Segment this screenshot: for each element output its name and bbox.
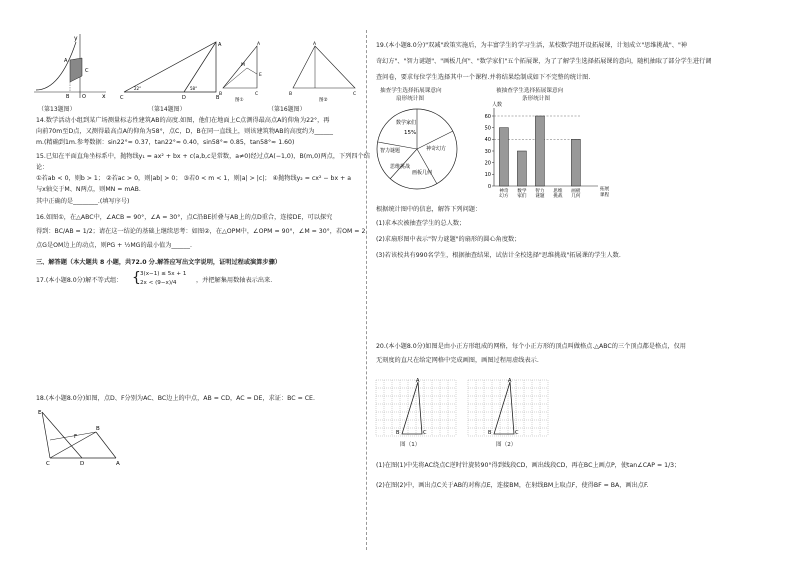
fig14-label-d: D (182, 95, 186, 101)
pie-label-thinking: 思维挑战 (390, 164, 411, 170)
grid1-label-a: A (416, 378, 420, 384)
bar-1 (517, 151, 526, 186)
fig16-caption: （第16题图） (268, 106, 306, 113)
fig18-label-c: C (46, 461, 50, 467)
pie-label-magic: 神奇幻方 (426, 146, 447, 152)
q16-line-2: 得到：BC/AB = 1/2；请在这一结论的基础上继续思考：如图②，在△OPM中，∠OPM = 90°，∠M = 30°，若OM = 2， (36, 228, 372, 235)
fig13-label-x: x (102, 93, 106, 100)
bar-2 (535, 116, 544, 186)
pie-chart (372, 104, 462, 194)
fig16a-label-b: B (219, 92, 223, 97)
fig16a-label-a: A (257, 42, 261, 47)
pie-label-puzzle: 智力谜题 (380, 148, 401, 154)
bar-y-label: 人数 (492, 102, 503, 108)
fig18-label-b: B (96, 426, 100, 432)
fig14-label-a: A (218, 42, 222, 48)
fig13-label-y: y (74, 35, 78, 42)
bar-category-label: 画板 (571, 189, 581, 194)
bar-x-label: 课程 (600, 193, 610, 198)
q17-inequality-2: 2x < (9−x)/4 (140, 280, 177, 286)
grid2-label-b: B (488, 430, 492, 436)
fig16a-label-c: C (255, 92, 259, 97)
bar-y-tick-label: 10 (484, 172, 491, 179)
bar-chart (478, 104, 608, 204)
bar-category-label: 神奇 (499, 189, 509, 194)
fig18-label-e: E (38, 410, 42, 416)
fig14-label-b: B (216, 95, 220, 101)
q15-line-1: 15.已知在平面直角坐标系中，抛物线y₁ = ax² + bx + c(a,b,c是常数，a≠0)经过点A(−1,0)，B(m,0)两点，下列四个结 (36, 153, 370, 160)
fig13-label-b: B (66, 94, 70, 100)
grid-figure-1 (374, 378, 456, 438)
fig16a-label-e: E (259, 73, 262, 78)
bar-title-2: 条形统计图 (522, 96, 550, 102)
bar-x-label: 拓展 (600, 187, 610, 192)
section-3-heading: 三、解答题（本大题共 8 小题，共72.0 分.解答应写出文字说明，证明过程或演算步骤） (36, 259, 281, 266)
bar-y-tick-label: 0 (487, 183, 491, 190)
q19-line-1: 19.(本小题8.0分)"双减"政策实施后，为丰富学生的学习生活，某校数学组开设拓展课，计划成立"思维挑战"、"神 (376, 42, 687, 49)
fig16a-caption: 图① (235, 98, 244, 103)
q16-line-1: 16.如图①，在△ABC中，∠ACB = 90°，∠A = 30°，点C沿BE折叠与AB上的点D重合，连接DE，可以探究 (36, 214, 333, 221)
q15-options-1: ①若ab < 0，则b > 1； ②若ac > 0，则|ab| > 0； ③若0 < m < 1，则|a| > |c|； ④抛物线y₂ = cx² − bx + a (36, 175, 352, 182)
q19-task-intro: 根据统计图中的信息，解答下列问题： (376, 206, 482, 213)
q17-inequality-1: 3(x−1) ≤ 5x + 1 (140, 271, 187, 277)
grid1-label-c: C (423, 430, 427, 436)
q14-line-2: 向前70m至D点，又测得最高点A的仰角为58°，点C，D，B在同一直线上，则该建筑物AB的高度约为______ (36, 128, 333, 135)
q15-options-2: 与x轴交于M、N两点，则MN = mAB. (36, 186, 141, 193)
grid-caption-2: 图（2） (496, 442, 517, 448)
bar-y-tick-label: 60 (484, 113, 491, 120)
grid2-label-c: C (515, 430, 519, 436)
fig16b-caption: 图② (319, 98, 328, 103)
bar-category-label: 几何 (571, 194, 581, 199)
bar-category-label: 幻方 (499, 194, 509, 199)
grid2-label-a: A (508, 378, 512, 384)
bar-y-tick-label: 50 (484, 125, 491, 132)
figure-16 (215, 40, 360, 102)
pie-label-geometry: 画板几何 (412, 170, 433, 176)
bar-category-label: 数学 (517, 189, 527, 194)
grid1-label-b: B (396, 430, 400, 436)
bar-category-label: 家们 (517, 194, 527, 199)
q16-line-3: 点G是OM边上的动点，则PG + ½MG的最小值为______. (36, 242, 192, 249)
q19-line-3: 查问卷，要求每位学生选择其中一个课程.并将结果绘制成如下不完整的统计图. (376, 74, 591, 81)
fig13-caption: （第13题图） (38, 106, 76, 113)
bar-y-tick-label: 20 (484, 160, 491, 167)
pie-label-math: 数学家们 (396, 120, 417, 126)
fig16a-label-m: M (241, 63, 245, 68)
q17-prefix: 17.(本小题8.0分)解不等式组： (36, 277, 123, 284)
column-divider (366, 30, 367, 550)
bar-category-label: 智力 (535, 189, 545, 194)
pie-label-15pct: 15% (404, 130, 417, 136)
q19-line-2: 奇幻方"、"智力谜题"、"画板几何"、"数学家们"五个拓展课，为了了解学生选择拓展课的意向，随机抽取了部分学生进行调 (376, 58, 712, 65)
q17-brace: { (132, 270, 141, 286)
q15-answer-line: 其中正确的是________.(填写序号) (36, 198, 130, 205)
q19-task-3: (3)若该校共有990名学生，根据抽查结果，试估计全校选择"思维挑战"拓展课的学生人数. (376, 252, 621, 259)
fig14-angle-58: 58° (190, 86, 198, 91)
fig14-caption: （第14题图） (148, 106, 186, 113)
bar-0 (499, 128, 508, 186)
q19-task-1: (1)求本次被抽查学生的总人数； (376, 220, 466, 227)
bar-title-1: 被抽查学生选择拓展课意向 (496, 88, 564, 94)
pie-title-1: 抽查学生选择拓展课意向 (380, 88, 442, 94)
fig18-label-d: D (80, 461, 85, 467)
fig13-label-o: O (82, 94, 86, 100)
figure-13 (30, 32, 110, 100)
bar-4 (571, 139, 580, 186)
bar-y-tick-label: 30 (484, 148, 491, 155)
fig14-angle-22: 22° (134, 86, 142, 91)
fig13-label-c: C (85, 68, 89, 74)
grid-figure-2 (466, 378, 548, 438)
q20-task-2: (2)在图(2)中，画出点C关于AB的对称点E，连接BM，在射线BM上取点F，使得BF = BA，画出点F. (376, 482, 649, 489)
bar-category-label: 挑战 (553, 194, 563, 199)
fig16b-label-a: A (313, 42, 317, 47)
q14-line-1: 14.数学活动小组到某广场测量标志性建筑AB的高度.如图，他们在地面上C点测得最高点A的仰角为22°，再 (36, 117, 330, 124)
fig18-label-f: F (74, 434, 78, 440)
q20-line-2: 无刻度的直尺在给定网格中完成画图，画图过程用虚线表示. (376, 357, 539, 364)
fig14-label-c: C (120, 95, 124, 101)
fig18-label-a: A (116, 461, 120, 467)
figure-14 (120, 38, 230, 100)
q17-suffix: ，并把解集用数轴表示出来. (196, 277, 273, 284)
q15-line-2: 论： (36, 164, 49, 171)
fig13-label-a: A (64, 58, 68, 64)
q19-task-2: (2)求扇形图中表示"智力谜题"的扇形的圆心角度数； (376, 236, 521, 243)
fig16b-label-c: C (353, 92, 357, 97)
bar-category-label: 谜题 (535, 194, 545, 199)
bar-y-tick-label: 40 (484, 137, 491, 144)
q18-line: 18.(本小题8.0分)如图，点D、F分别为AC、BC边上的中点，AB = CD，AC = DE，求证：BC = CE. (36, 395, 315, 402)
q20-line-1: 20.(本小题8.0分)如图是由小正方形组成的网格，每个小正方形的顶点叫做格点.△ABC的三个顶点都是格点，仅用 (376, 343, 686, 350)
q20-task-1: (1)在图(1)中先将AC绕点C逆时针旋转90°得到线段CD，画出线段CD，再在BC上画点P，使tan∠CAP = 1/3； (376, 462, 681, 469)
figure-18 (36, 408, 126, 466)
bar-category-label: 思维 (553, 189, 563, 194)
grid-caption-1: 图（1） (400, 442, 421, 448)
q14-line-3: m.(精确到1m.参考数据：sin22°≈ 0.37，tan22°≈ 0.40，sin58°≈ 0.85，tan58°≈ 1.60) (36, 139, 295, 146)
pie-title-2: 扇形统计图 (396, 96, 424, 102)
fig16b-label-b: B (289, 92, 293, 97)
